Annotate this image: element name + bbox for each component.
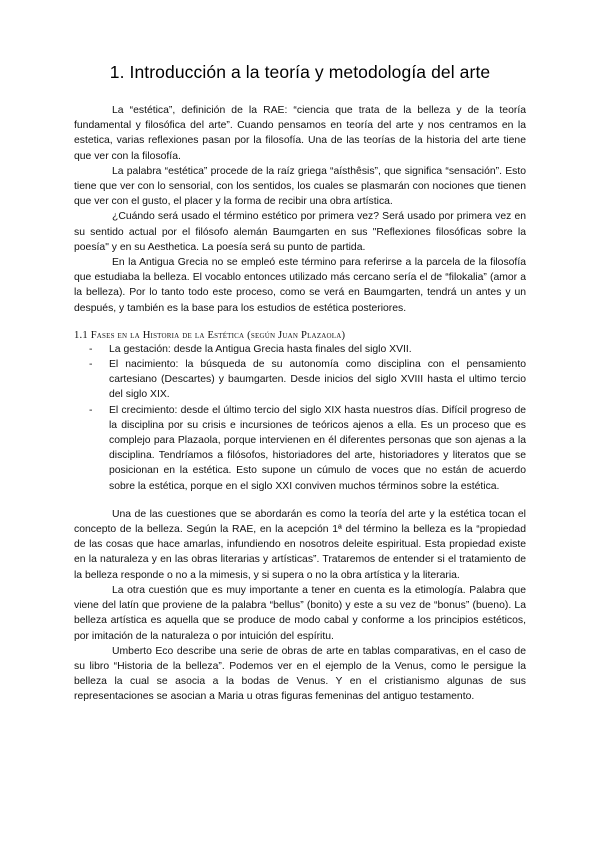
document-page: [74, 62, 526, 705]
phase-text: El crecimiento: desde el último tercio del siglo XIX hasta nuestros días. Difícil progreso de la disciplina por su crisis e incursiones de teóricos ajenos a ella. Es un proceso que es complejo para Plazaola, porque intervienen en él diferentes personas que son ajenas a la disciplina. Tendríamos a filósofos, historiadores del arte, historiadores y literatos que se posicionan en la estética. Esto supone un cúmulo de voces que no están de acuerdo sobre la estética, porque en el siglo XXI conviven muchos términos sobre la estética.: [109, 404, 526, 492]
list-dash: -: [89, 343, 93, 355]
intro-paragraph-4: En la Antigua Grecia no se empleó este término para referirse a la parcela de la filosofía que estudiaba la belleza. El vocablo entonces utilizado más cercano sería el de “filokalia” (amor a la belleza). Por lo tanto todo este proceso, como se verá en Baumgarten, tendrá un antes y un después, y también es la base para los estudios de estética posteriores.: [74, 257, 526, 314]
intro-paragraph-2: La palabra “estética” procede de la raíz griega “aísthêsis”, que significa “sensación”. Esto tiene que ver con lo sensorial, con los sentidos, los cuales se plasmarán con nociones que tienen que ver con el gusto, el placer y la forma de recibir una obra artística.: [74, 165, 526, 208]
list-item: [74, 342, 526, 357]
closing-paragraph-3: Umberto Eco describe una serie de obras de arte en tablas comparativas, en el caso de su libro “Historia de la belleza”. Podemos ver en el ejemplo de la Venus, como le persigue la belleza la cual se asocia a la bodas de Venus. Y en el cristianismo algunas de sus representaciones se asocian a Maria u otras figuras femeninas del antiguo testamento.: [74, 645, 526, 703]
closing-paragraph-2: La otra cuestión que es muy importante a tener en cuenta es la etimología. Palabra que viene del latín que proviene de la palabra “bellus” (bonito) y este a su vez de “bonus” (bueno). La belleza artística es aquella que se produce de modo cabal y conforme a los principios estéticos, por imitación de la naturaleza o por intuición del espíritu.: [74, 584, 526, 642]
phases-list: [74, 342, 526, 494]
phase-text: El nacimiento: la búsqueda de su autonomía como disciplina con el pensamiento cartesiano (Descartes) y baumgarten. Desde inicios del siglo XVIII hasta el ultimo tercio del siglo XIX.: [109, 359, 526, 401]
list-item: [74, 357, 526, 403]
section-heading: 1.1 Fases en la Historia de la Estética (según Juan Plazaola): [74, 329, 346, 341]
intro-paragraph-3: ¿Cuándo será usado el término estético por primera vez? Será usado por primera vez en su sentido actual por el filósofo alemán Baumgarten en sus "Reflexiones filosóficas sobre la poesía" y en su Aesthetica. La poesía será su punto de partida.: [74, 211, 526, 253]
list-dash: -: [89, 404, 93, 416]
list-dash: -: [89, 359, 93, 371]
list-item: [74, 403, 526, 494]
intro-paragraph-1: La “estética”, definición de la RAE: “ciencia que trata de la belleza y de la teoría fundamental y filosófica del arte”. Cuando pensamos en teoría del arte y nos centramos en la estetica, varias reflexiones pasan por la filosofía. Una de las teorías de la historia del arte tiene que ver con la filosofía.: [74, 105, 526, 162]
phase-text: La gestación: desde la Antigua Grecia hasta finales del siglo XVII.: [109, 343, 412, 355]
spacer: [74, 494, 526, 507]
page-title: 1. Introducción a la teoría y metodología del arte: [109, 62, 491, 82]
closing-paragraph-1: Una de las cuestiones que se abordarán es como la teoría del arte y la estética tocan el concepto de la belleza. Según la RAE, en la acepción 1ª del término la belleza es la “propiedad de las cosas que hace amarlas, infundiendo en nosotros deleite espiritual. Esta propiedad existe en la naturaleza y en las obras literarias y artísticas”. Trataremos de entender si el tratamiento de la belleza responde o no a la mimesis, y si supera o no la obra artística y la literaria.: [74, 508, 526, 581]
